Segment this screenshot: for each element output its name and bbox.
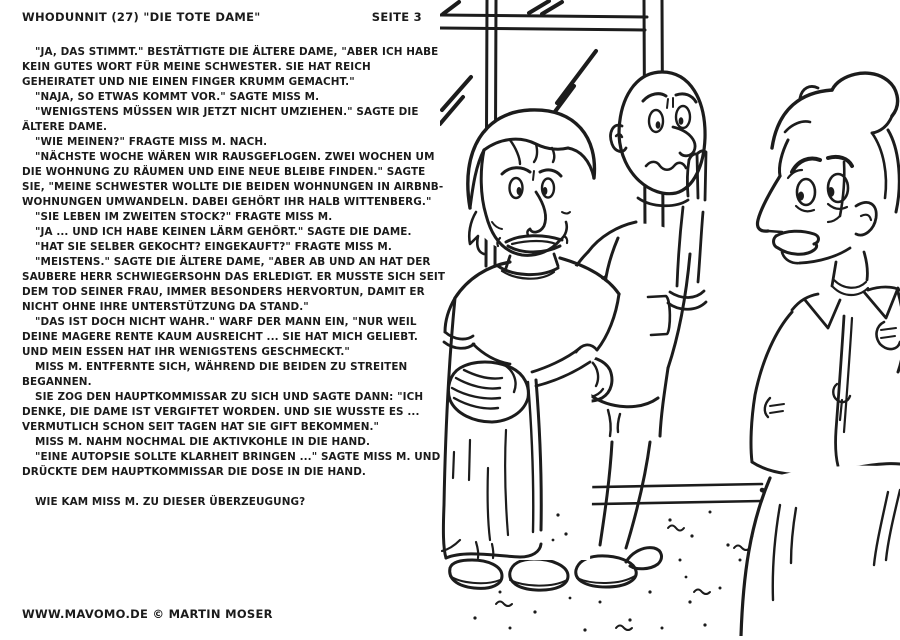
story-paragraph: "NÄCHSTE WOCHE WÄREN WIR RAUSGEFLOGEN. ZWEI WOCHEN UM DIE WOHNUNG ZU RÄUMEN UND EINE NEUE BLEIBE FINDEN." SAGTE SIE, "MEINE SCHWESTER WOLLTE DIE BEIDEN WOHNUNGEN IN AIRBNB-WOHNUNGEN UMWANDELN. DABEI GEHÖRT IHR HALB WITTENBERG." (22, 151, 444, 208)
story-paragraph: "WENIGSTENS MÜSSEN WIR JETZT NICHT UMZIEHEN." SAGTE DIE ÄLTERE DAME. (22, 106, 419, 133)
story-paragraph: "HAT SIE SELBER GEKOCHT? EINGEKAUFT?" FRAGTE MISS M. (35, 241, 392, 253)
character-elderly-woman (741, 73, 900, 636)
story-paragraph: MISS M. ENTFERNTE SICH, WÄHREND DIE BEIDEN ZU STREITEN BEGANNEN. (22, 361, 408, 388)
page-title: WHODUNNIT (27) "DIE TOTE DAME" (22, 10, 261, 24)
character-elderly-man (442, 110, 620, 588)
story-paragraph: "JA, DAS STIMMT." BESTÄTTIGTE DIE ÄLTERE DAME, "ABER ICH HABE KEIN GUTES WORT FÜR MEINE SCHWESTER. SIE HAT REICH GEHEIRATET UND NIE EINEN FINGER KRUMM GEMACHT." (22, 46, 439, 88)
text-column (22, 10, 446, 510)
footer-credit: WWW.MAVOMO.DE © MARTIN MOSER (22, 607, 273, 621)
story-paragraph: "MEISTENS." SAGTE DIE ÄLTERE DAME, "ABER AB UND AN HAT DER SAUBERE HERR SCHWIEGERSOHN DAS ERLEDIGT. ER MUSSTE SICH SEIT DEM TOD SEINER FRAU, IMMER BESONDERS HERVORTUN, DAMIT ER NICHT OHNE IHRE UNTERSTÜTZUNG DA STAND." (22, 256, 446, 313)
story-paragraph: "NAJA, SO ETWAS KOMMT VOR." SAGTE MISS M. (35, 91, 320, 103)
illustration (440, 0, 900, 636)
page-footer (22, 607, 273, 621)
story-paragraph: "SIE LEBEN IM ZWEITEN STOCK?" FRAGTE MISS M. (35, 211, 333, 223)
story-paragraph: "DAS IST DOCH NICHT WAHR." WARF DER MANN EIN, "NUR WEIL DEINE MAGERE RENTE KAUM AUSREICHT ... SIE HAT MICH GELIEBT. UND MEIN ESSEN HAT IHR WENIGSTENS GESCHMECKT." (22, 316, 418, 358)
story-paragraph: SIE ZOG DEN HAUPTKOMMISSAR ZU SICH UND SAGTE DANN: "ICH DENKE, DIE DAME IST VERGIFTET WORDEN. UND SIE WUSSTE ES ... VERMUTLICH SCHON SEIT TAGEN HAT SIE GIFT BEKOMMEN." (22, 391, 424, 433)
story-paragraph: MISS M. NAHM NOCHMAL DIE AKTIVKOHLE IN DIE HAND. (35, 436, 371, 448)
page-header (22, 10, 422, 24)
story-paragraph: "EINE AUTOPSIE SOLLTE KLARHEIT BRINGEN ..." SAGTE MISS M. UND DRÜCKTE DEM HAUPTKOMMISSAR DIE DOSE IN DIE HAND. (22, 451, 441, 478)
story-text (22, 45, 446, 510)
story-paragraph: "JA ... UND ICH HABE KEINEN LÄRM GEHÖRT." SAGTE DIE DAME. (35, 226, 412, 238)
story-paragraph: "WIE MEINEN?" FRAGTE MISS M. NACH. (35, 136, 268, 148)
riddle-question: WIE KAM MISS M. ZU DIESER ÜBERZEUGUNG? (35, 496, 306, 508)
cartoon-drawing (440, 0, 900, 636)
page-number: SEITE 3 (371, 10, 422, 24)
